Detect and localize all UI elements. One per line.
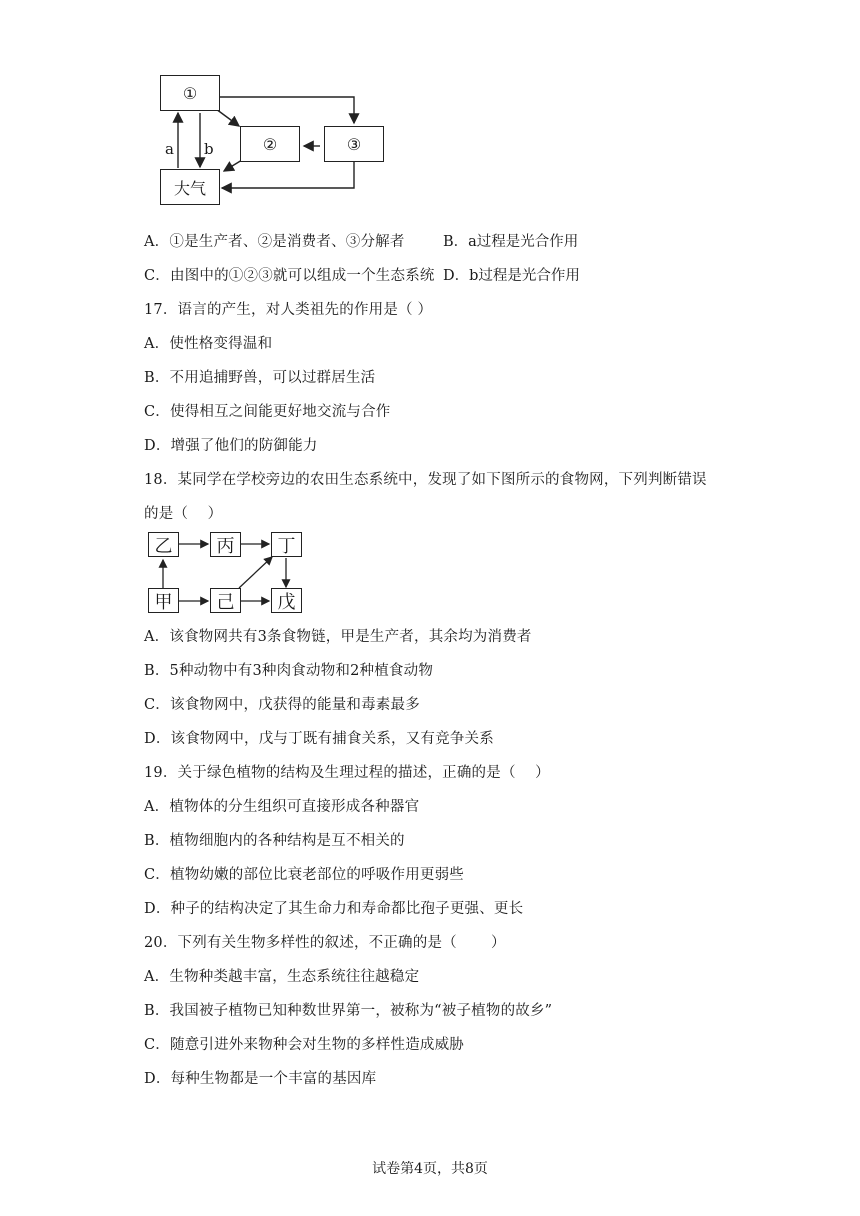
box-3: ③: [324, 126, 384, 162]
box-2: ②: [240, 126, 300, 162]
q20-option-d: D．每种生物都是一个丰富的基因库: [144, 1071, 377, 1087]
q16-option-d: D．b过程是光合作用: [443, 268, 580, 284]
q18-stem-line1: 18．某同学在学校旁边的农田生态系统中，发现了如下图所示的食物网，下列判断错误: [144, 472, 707, 488]
q17-option-c: C．使得相互之间能更好地交流与合作: [144, 404, 391, 420]
q18-stem-line2: 的是（ ）: [144, 506, 223, 522]
q16-option-b: B．a过程是光合作用: [443, 234, 579, 250]
q20-option-c: C．随意引进外来物种会对生物的多样性造成威胁: [144, 1037, 464, 1053]
q17-stem: 17．语言的产生，对人类祖先的作用是（ ）: [144, 302, 433, 318]
q19-option-a: A．植物体的分生组织可直接形成各种器官: [144, 799, 420, 815]
q17-option-a: A．使性格变得温和: [144, 336, 273, 352]
q20-stem: 20．下列有关生物多样性的叙述，不正确的是（ ）: [144, 935, 506, 951]
q18-option-d: D．该食物网中，戊与丁既有捕食关系，又有竞争关系: [144, 731, 494, 747]
q20-option-b: B．我国被子植物已知种数世界第一，被称为“被子植物的故乡”: [144, 1003, 553, 1019]
node-yi: 乙: [148, 532, 179, 557]
q20-option-a: A．生物种类越丰富，生态系统往往越稳定: [144, 969, 420, 985]
q17-option-d: D．增强了他们的防御能力: [144, 438, 318, 454]
q18-option-a: A．该食物网共有3条食物链，甲是生产者，其余均为消费者: [144, 629, 532, 645]
q19-option-d: D．种子的结构决定了其生命力和寿命都比孢子更强、更长: [144, 901, 524, 917]
atmosphere-box: 大气: [160, 169, 220, 205]
page-footer: 试卷第4页，共8页: [372, 1161, 488, 1177]
arrow-label-a: a: [165, 140, 174, 158]
node-ding: 丁: [271, 532, 302, 557]
q18-option-b: B．5种动物中有3种肉食动物和2种植食动物: [144, 663, 434, 679]
box-1: ①: [160, 75, 220, 111]
node-bing: 丙: [210, 532, 241, 557]
node-wu: 戊: [271, 588, 302, 613]
q18-option-c: C．该食物网中，戊获得的能量和毒素最多: [144, 697, 420, 713]
node-ji: 己: [210, 588, 241, 613]
q16-option-a: A．①是生产者、②是消费者、③分解者: [144, 234, 405, 250]
q16-option-c: C．由图中的①②③就可以组成一个生态系统: [144, 268, 435, 284]
food-web-diagram: [146, 530, 306, 616]
node-jia: 甲: [148, 588, 179, 613]
q19-option-c: C．植物幼嫩的部位比衰老部位的呼吸作用更弱些: [144, 867, 464, 883]
carbon-cycle-diagram: [150, 68, 390, 208]
q19-stem: 19．关于绿色植物的结构及生理过程的描述，正确的是（ ）: [144, 765, 550, 781]
q19-option-b: B．植物细胞内的各种结构是互不相关的: [144, 833, 405, 849]
q17-option-b: B．不用追捕野兽，可以过群居生活: [144, 370, 376, 386]
arrow-label-b: b: [204, 140, 214, 158]
